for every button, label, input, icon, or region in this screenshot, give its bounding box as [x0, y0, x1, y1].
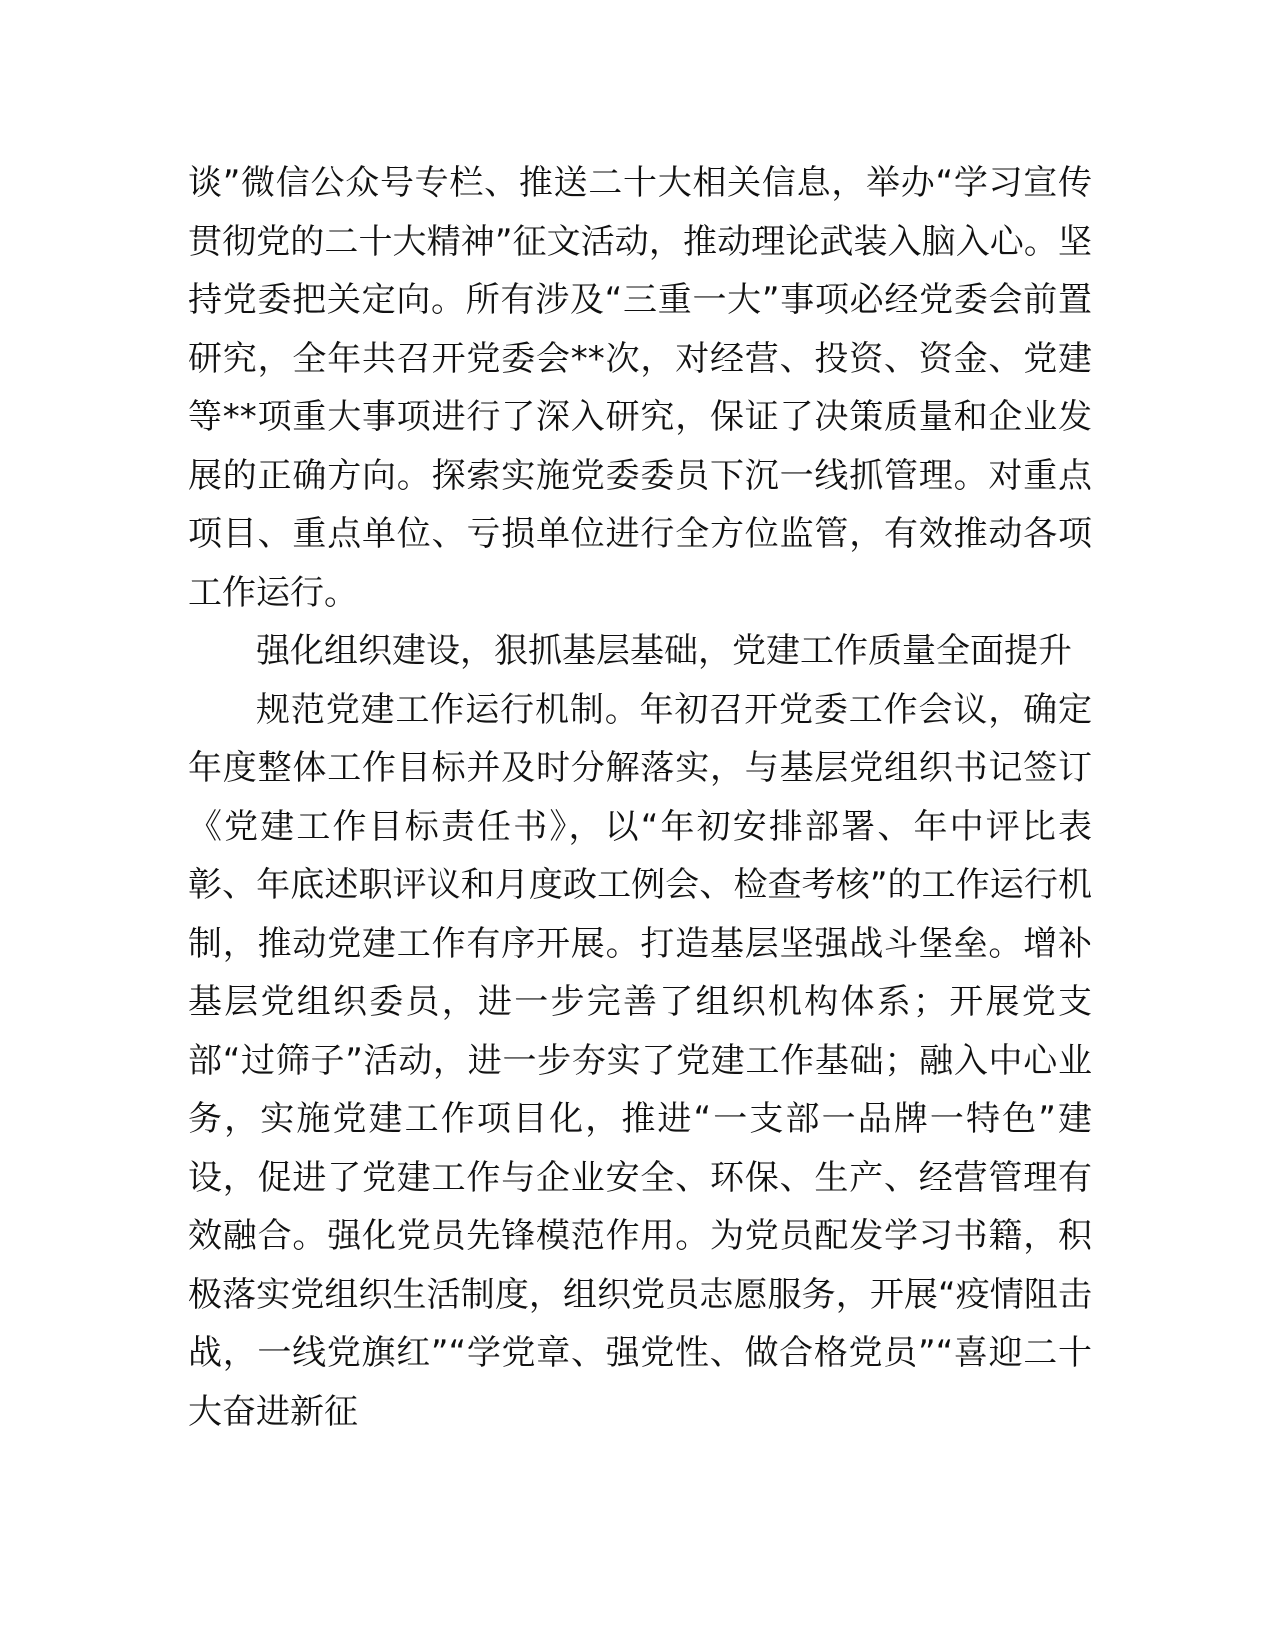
document-body [188, 154, 1092, 1441]
paragraph-organization: 规范党建工作运行机制。年初召开党委工作会议，确定年度整体工作目标并及时分解落实，与基层党组织书记签订《党建工作目标责任书》，以“年初安排部署、年中评比表彰、年底述职评议和月度政工例会、检查考核”的工作运行机制，推动党建工作有序开展。打造基层坚强战斗堡垒。增补基层党组织委员，进一步完善了组织机构体系；开展党支部“过筛子”活动，进一步夯实了党建工作基础；融入中心业务，实施党建工作项目化，推进“一支部一品牌一特色”建设，促进了党建工作与企业安全、环保、生产、经营管理有效融合。强化党员先锋模范作用。为党员配发学习书籍，积极落实党组织生活制度，组织党员志愿服务，开展“疫情阻击战，一线党旗红”“学党章、强党性、做合格党员”“喜迎二十大奋进新征 [188, 689, 1092, 1432]
section-heading: 强化组织建设，狠抓基层基础，党建工作质量全面提升 [256, 631, 1072, 671]
paragraph-continuation: 谈”微信公众号专栏、推送二十大相关信息，举办“学习宣传贯彻党的二十大精神”征文活动，推动理论武装入脑入心。坚持党委把关定向。所有涉及“三重一大”事项必经党委会前置研究，全年共召开党委会**次，对经营、投资、资金、党建等**项重大事项进行了深入研究，保证了决策质量和企业发展的正确方向。探索实施党委委员下沉一线抓管理。对重点项目、重点单位、亏损单位进行全方位监管，有效推动各项工作运行。 [188, 163, 1092, 613]
